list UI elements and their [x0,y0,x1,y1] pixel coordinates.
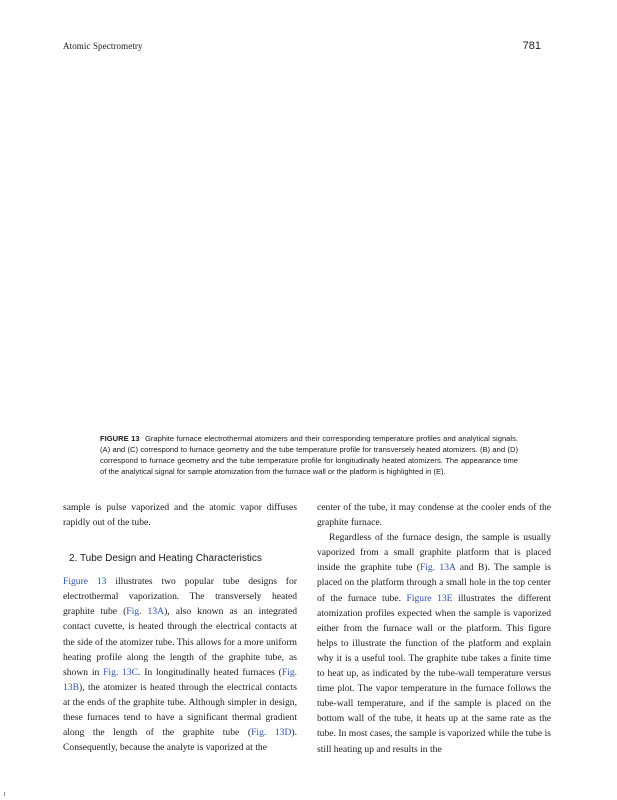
text-run: ), also known as an integrated contact cuvette, is heated through the electrical contacts at the side of the atomizer tube. This allows for a more uniform heating profile along the length of the graphite tube, as shown in [63,606,298,678]
text-run: ), the atomizer is heated through the electrical contacts at the ends of the graphite tube. Although simpler in design, these furnaces tend to have a significant thermal gradient along the length of the graphite tube ( [63,681,297,739]
figure-13-image-area [100,62,518,427]
text-run: . In longitudinally heated furnaces ( [138,666,282,678]
right-paragraph-1: center of the tube, it may condense at the cooler ends of the graphite furnace. [317,502,551,529]
fig-13a-link[interactable]: Fig. 13A [419,562,456,574]
right-paragraph-2 [317,530,551,756]
figure-label: FIGURE 13 [100,434,140,443]
section-heading: 2. Tube Design and Heating Characteristics [69,553,262,565]
text-run: illustrates the different atomization profiles expected when the sample is vaporized either from the furnace wall or the platform. This figure helps to illustrate the function of the platform and explain why it is a useful tool. The graphite tube takes a finite time to heat up, as indicated by the tube-wall temperature versus time plot. The vapor temperature in the furnace follows the tube-wall temperature, and if the sample is placed on the bottom wall of the tube, it heats up at the same rate as the tube. In most cases, the sample is vaporized while the tube is still heating up and results in the [317,592,551,755]
corner-mark [4,792,5,796]
figure-13-link[interactable]: Figure 13 [63,576,107,588]
running-title: Atomic Spectrometry [63,41,143,51]
left-paragraph-2 [63,574,297,755]
figure-13e-link[interactable]: Figure 13E [406,592,453,604]
fig-13b-link[interactable]: Fig. 13B [63,666,298,693]
fig-13d-link[interactable]: Fig. 13D [251,727,292,739]
text-run: ). Consequently, because the analyte is vaporized at the [63,727,297,754]
text-run: Regardless of the furnace design, the sample is usually vaporized from a small graphite platform that is placed inside the graphite tube ( [317,532,551,574]
fig-13c-link[interactable]: Fig. 13C [103,666,139,678]
right-column [317,500,551,757]
text-run: illustrates two popular tube designs for electrothermal vaporization. The transversely heated graphite tube ( [63,576,297,618]
figure-caption [100,433,518,477]
figure-caption-text: Graphite furnace electrothermal atomizers and their corresponding temperature profiles and analytical signals. (A) and (C) correspond to furnace geometry and the tube temperature profile for transversely heated atomizers. (B) and (D) correspond to furnace geometry and the tube temperature profile for longitudinally heated atomizers. The appearance time of the analytical signal for sample atomization from the furnace wall or the platform is highlighted in (E). [100,434,518,476]
page-number: 781 [522,40,541,52]
left-column [63,500,297,755]
fig-13a-link[interactable]: Fig. 13A [126,606,165,618]
left-paragraph-1: sample is pulse vaporized and the atomic vapor diffuses rapidly out of the tube. [63,502,297,529]
text-run: and B). The sample is placed on the platform through a small hole in the top center of the furnace tube. [317,562,551,604]
